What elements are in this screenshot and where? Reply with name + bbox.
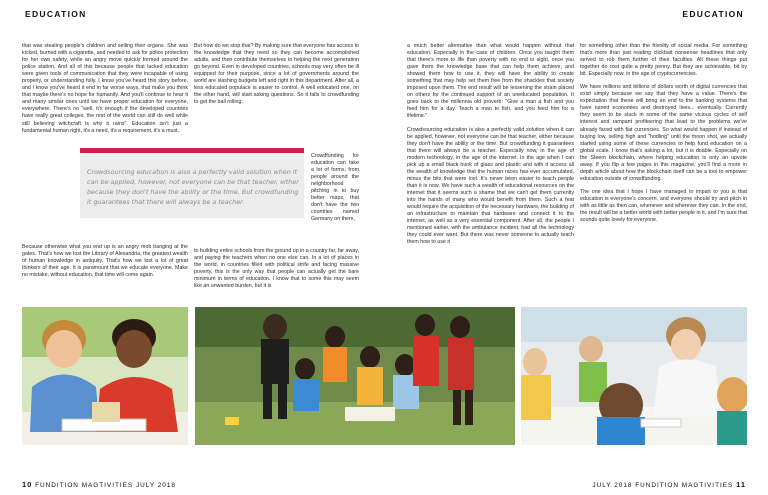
column-1-wrap [22,148,79,244]
footer-left-text: FUNDITION MAGTIVITIES JULY 2018 [35,482,176,489]
column-4 [580,43,747,302]
column-3-paragraph-2: Crowdsourcing education is also a perfectly valid solution when it can be applied, however, not everyone can be that teacher, either because they don't have the ability or the time. But crowdfunding it guarantees that there will always be a teacher. Especially now, in the age of modern technology, in the age of the internet. In the age when I can pick up a small black hunk of glass and plastic and with it access all the wealth of knowledge that the human races has ever accumulated, minus the bits that were lost. It's never been easier to teach people than it is now. We have such a wealth of educational resources on the internet that it seems such a shame that we can't get them currently into the hands of many who would benefit from them. Such a feat would require the acquisition of the necessary hardware, the building of an infrastructure to maintain that hardware and connect it to the internet, as well as a very essential component. After all, the people I mentioned earlier, with the ambulance incident, had all the technology they could ever want. But there was never someone to actually teach them how to use it [407,126,574,246]
footer-left [22,480,176,489]
column-4-paragraph-3: The one idea that I hope I have managed to impart to you is that education is everyone's concern, and everyone should try and pitch in with as little as then can, whenever and wherever they can. In the end, the result will be a better world with better people in it, and I'm sure that sounds quite lovely for everyone. [580,188,747,224]
column-3 [407,43,574,302]
column-2-bottom: to building entire schools from the ground up in a country far, far away, and paying the teachers when no one else can. In a lot of places in the world, in countries filled with political strife and facing massive poverty, this is the only way that people can actually get the bare minimum in terms of education. I know that to some this may seem like an unwanted burden, but it is [194,248,359,290]
footer-right-text: JULY 2018 FUNDITION MAGTIVITIES [592,482,734,489]
column-3-paragraph-1: a much better alternative than what would happen without that education. Especially in the case of children. Once you taught them that there's more to life than poverty with no end in sight, once you gave them the knowledge base that can help them achieve, and showed them how to use it, they will have the ability to create something that may help set them free from the shackles that society imposed upon them. The end result will be lessening the strain placed on others for the continued support of an uneducated population. It goes back to the millennia old proverb: "Give a man a fish and you feed him for a day. Teach a man to fish, and you feed him for a lifetime." [407,43,574,120]
page-number-left: 10 [22,480,33,489]
column-1-top: that was stealing people's children and selling their organs. She was kicked, burned with a cigarette, and needed to ask for police protection for her own safety, while an angry move quickly formed around the police station. And all of this because people that lacked education were given tools of communication that they were incapable of using properly, or understanding fully. I know you've heard this story before, and I know you've heard it end in far worse ways, that make you think that maybe there's no hope for humanity. And you'll continue to hear it and many similar ones until we have proper education for everyone, everywhere. There's no "well, it's enough if the developed countries have really great colleges, the rest of the world can still do well while still believing witchcraft is why it rains". Education isn't just a fundamental human right, it's a need, it's a requirement, it's a must. [22,43,188,134]
page-number-right: 11 [736,480,746,489]
pull-quote-text: Crowdsourcing education is also a perfectly valid solution when it can be applied, however, not everyone can be that teacher, either because they don't have the ability or the time. But crowdfunding it guarantees that there will always be a teacher. [87,168,299,206]
footer-right [592,480,746,489]
photo-kids-reading [22,307,188,445]
column-4-paragraph-1: for something other than the frivolity of social media. For something that's more than just reading clickbait nonsense headlines that only served to rob them further of their faculties. All these things put together do cost quite a pretty penny. But they are achievable, bit by bit. Especially now, in the age of cryptocurrencies. [580,43,747,78]
section-label-right: EDUCATION [682,9,744,19]
column-4-paragraph-2: We have millions and billions of dollars worth of digital currencies that exist simply because we say that they have a value. There's the expectation that these will bring an end to the banking systems that have ruined economies and destroyed lives... eventually. Currently they seem to be stuck in some of the same vicious cycles of self interest and rampant profiteering that lead to the problems we've already faced with fiat currencies. So what would happen if instead of buying low, selling high and "hodling" until the moon shot, we actually started using some of these currencies to help fund education on a global scale. I know that's asking a lot, but it is doable. Especially on the Steem blockchain, where helping education is only an upvote away. If you flip a few pages in this magazine, you'll find a more in depth article about how the blockchain itself can be a tool to empower education outside of crowdfunding. [580,84,747,182]
column-1-bottom: Because otherwise what you end up is an angry mob banging at the gates. That's how we lost the Library of Alexandria, the greatest wealth of human knowledge in antiquity. That's how we lost a lot of great thinkers of their age. It is paramount that we educate everyone. Make no mistake, without education, that time will come again. [22,244,188,279]
photo-children-group [195,307,515,445]
photo-classroom-teacher [521,307,747,445]
column-2-top: But how do we stop that? By making sure that everyone has access to the knowledge that they need so they can become accomplished adults, and then contribute themselves to helping the next generation go beyond. Even in developed countries, schools may very often be ill equipped for their purpose, since a lot of governments around the world are slashing budgets left and right in this department. After all, a less educated populace is easier to control. A well educated one, on the other hand, will start asking questions. So it falls to crowdfunding to get the ball rolling. [194,43,359,106]
pull-quote-box [80,148,304,218]
section-label-left: EDUCATION [25,9,87,19]
column-2-side: Crowdfunding for education can take a lot of forms, from people around the neighborhood pitching in to buy better maps, that don't have the two countries named Germany on them, [311,153,359,223]
